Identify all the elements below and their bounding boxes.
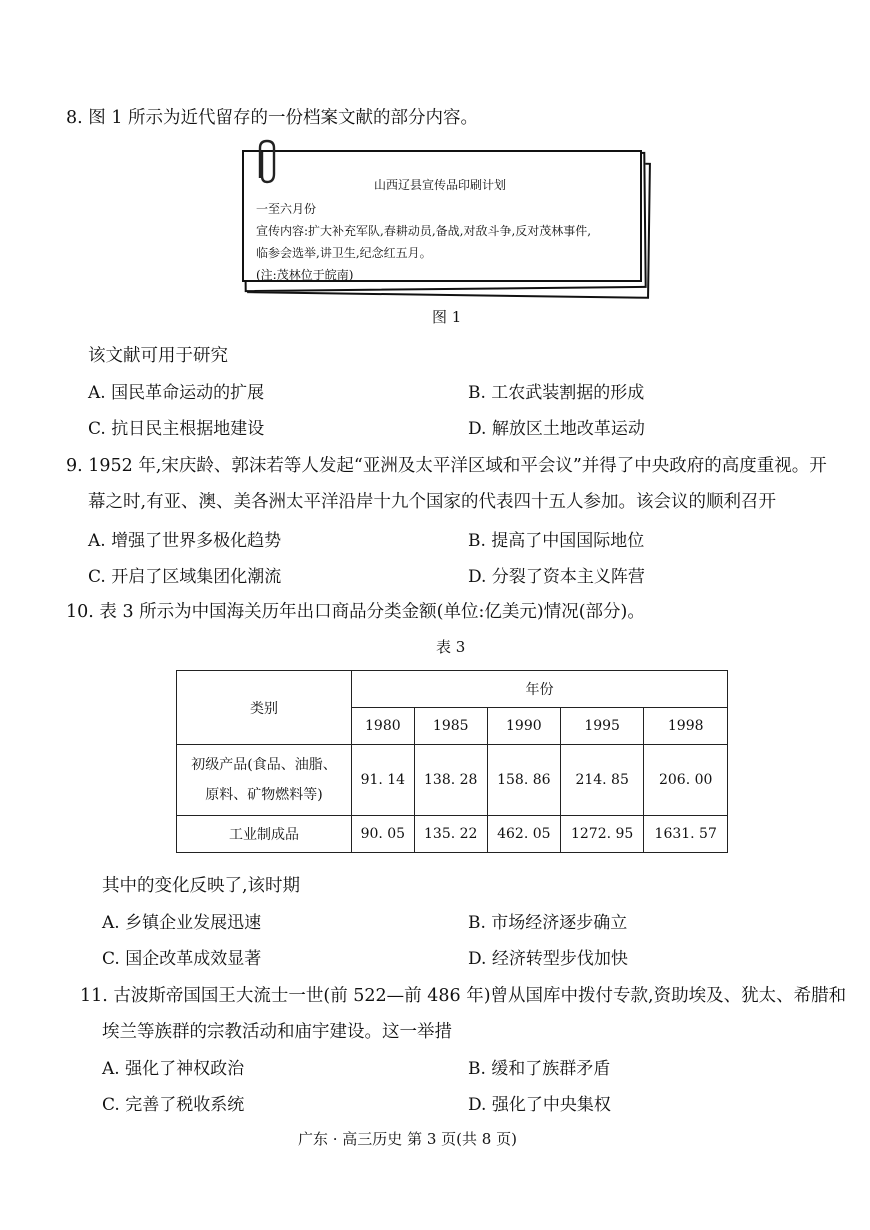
row-label-line: 原料、矿物燃料等) — [205, 787, 323, 803]
q9-option-a[interactable]: A. 增强了世界多极化趋势 — [88, 531, 282, 551]
year-cell: 1980 — [352, 708, 415, 745]
figure-1-caption: 图 1 — [432, 308, 462, 326]
note-front-sheet — [242, 150, 642, 282]
q9-option-d[interactable]: D. 分裂了资本主义阵营 — [468, 567, 645, 587]
export-table — [176, 670, 728, 853]
note-line-3: 临参会选举,讲卫生,纪念红五月。 — [256, 246, 432, 260]
q9-option-c[interactable]: C. 开启了区域集团化潮流 — [88, 567, 282, 587]
q11-option-c[interactable]: C. 完善了税收系统 — [102, 1095, 245, 1115]
table-header-row — [177, 671, 728, 708]
q9-option-b[interactable]: B. 提高了中国国际地位 — [468, 531, 645, 551]
q10-stem: 10. 表 3 所示为中国海关历年出口商品分类金额(单位:亿美元)情况(部分)。 — [66, 602, 645, 622]
table-cell: 135. 22 — [414, 816, 487, 853]
q11-stem-line-1: 11. 古波斯帝国国王大流士一世(前 522—前 486 年)曾从国库中拨付专款,资助埃及、犹太、希腊和 — [80, 986, 847, 1006]
table-cell: 1272. 95 — [560, 816, 644, 853]
page-footer: 广东 · 高三历史 第 3 页(共 8 页) — [298, 1130, 517, 1148]
year-cell: 1990 — [487, 708, 560, 745]
q10-option-b[interactable]: B. 市场经济逐步确立 — [468, 913, 628, 933]
q11-option-b[interactable]: B. 缓和了族群矛盾 — [468, 1059, 611, 1079]
table-cell: 206. 00 — [644, 745, 728, 816]
q8-option-c[interactable]: C. 抗日民主根据地建设 — [88, 419, 265, 439]
table-cell: 91. 14 — [352, 745, 415, 816]
q10-question: 其中的变化反映了,该时期 — [102, 876, 301, 896]
table-row — [177, 816, 728, 853]
q9-stem-line-1: 9. 1952 年,宋庆龄、郭沫若等人发起“亚洲及太平洋区域和平会议”并得了中央政府的高度重视。开 — [66, 456, 827, 476]
table-cell: 1631. 57 — [644, 816, 728, 853]
row-label-line: 初级产品(食品、油脂、 — [191, 757, 337, 773]
note-line-2: 宣传内容:扩大补充军队,春耕动员,备战,对敌斗争,反对茂林事件, — [256, 224, 592, 238]
note-line-4: (注:茂林位于皖南) — [256, 268, 354, 282]
table-3-caption: 表 3 — [436, 638, 466, 656]
table-cell: 90. 05 — [352, 816, 415, 853]
q9-stem-line-2: 幕之时,有亚、澳、美各洲太平洋沿岸十九个国家的代表四十五人参加。该会议的顺利召开 — [88, 492, 777, 512]
q8-stem: 8. 图 1 所示为近代留存的一份档案文献的部分内容。 — [66, 108, 479, 128]
row-label-primary-products — [177, 745, 352, 816]
year-cell: 1995 — [560, 708, 644, 745]
table-row — [177, 745, 728, 816]
table-cell: 138. 28 — [414, 745, 487, 816]
year-cell: 1985 — [414, 708, 487, 745]
note-line-1: 一至六月份 — [256, 202, 317, 216]
q11-stem-line-2: 埃兰等族群的宗教活动和庙宇建设。这一举措 — [102, 1022, 452, 1042]
q8-option-b[interactable]: B. 工农武装割据的形成 — [468, 383, 645, 403]
q8-option-a[interactable]: A. 国民革命运动的扩展 — [88, 383, 265, 403]
table-cell: 214. 85 — [560, 745, 644, 816]
q11-option-d[interactable]: D. 强化了中央集权 — [468, 1095, 611, 1115]
table-cell: 158. 86 — [487, 745, 560, 816]
q10-option-c[interactable]: C. 国企改革成效显著 — [102, 949, 262, 969]
row-label-manufactured-goods: 工业制成品 — [177, 816, 352, 853]
year-header: 年份 — [352, 671, 728, 708]
q8-option-d[interactable]: D. 解放区土地改革运动 — [468, 419, 645, 439]
note-title: 山西辽县宣传品印刷计划 — [374, 178, 507, 192]
year-cell: 1998 — [644, 708, 728, 745]
q10-option-d[interactable]: D. 经济转型步伐加快 — [468, 949, 628, 969]
table-cell: 462. 05 — [487, 816, 560, 853]
q10-option-a[interactable]: A. 乡镇企业发展迅速 — [102, 913, 262, 933]
archive-note-figure — [240, 148, 650, 298]
paperclip-icon — [250, 138, 286, 190]
category-header: 类别 — [177, 671, 352, 745]
q11-option-a[interactable]: A. 强化了神权政治 — [102, 1059, 245, 1079]
q8-question: 该文献可用于研究 — [88, 346, 228, 366]
